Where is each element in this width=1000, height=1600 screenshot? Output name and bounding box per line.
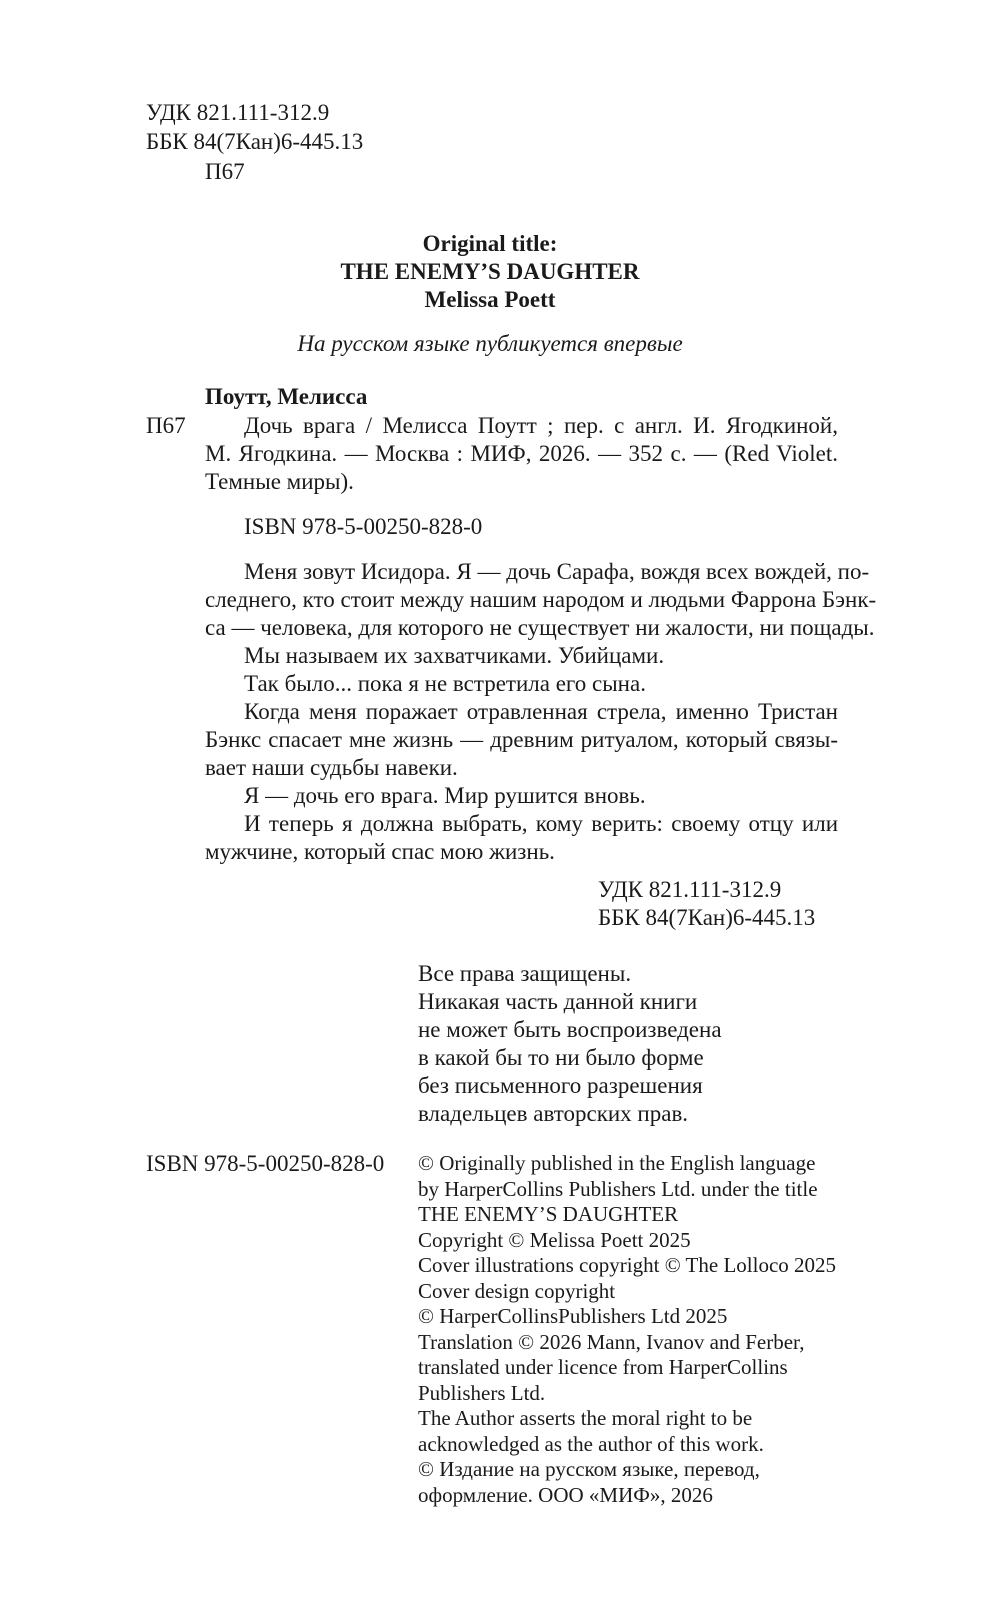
annotation-line: вает наши судьбы навеки. [205, 755, 458, 780]
original-author: Melissa Poett [424, 287, 556, 312]
copyright-line: Publishers Ltd. [418, 1380, 546, 1405]
copyright-line: Cover illustrations copyright © The Lolloco 2025 [418, 1253, 837, 1277]
rights-line: Все права защищены. [418, 961, 632, 986]
udk-code-right: УДК 821.111-312.9 [598, 877, 782, 902]
catalog-isbn: ISBN 978-5-00250-828-0 [244, 514, 483, 539]
copyright-block [418, 1151, 836, 1508]
copyright-line: Translation © 2026 Mann, Ivanov and Ferber, [418, 1329, 805, 1354]
copyright-line: Copyright © Melissa Poett 2025 [418, 1227, 691, 1252]
annotation-line: Мы называем их захватчиками. Убийцами. [244, 643, 665, 668]
catalog-line-2: М. Ягодкина. — Москва : МИФ, 2026. — 352 с. — (Red Violet. [205, 441, 838, 466]
annotation-line: са — человека, для которого не существует ни жалости, ни пощады. [205, 615, 875, 640]
catalog-line-3: Темные миры). [205, 469, 354, 494]
catalog-heading: Поутт, Мелисса [205, 384, 368, 409]
copyright-line: by HarperCollins Publishers Ltd. under the title [418, 1176, 818, 1201]
copyright-line: translated under licence from HarperCollins [418, 1355, 788, 1379]
rights-notice [418, 960, 722, 1128]
catalog-line-1: Дочь врага / Мелисса Поутт ; пер. с англ. И. Ягодкиной, [244, 413, 838, 438]
rights-line: Никакая часть данной книги [418, 989, 698, 1014]
copyright-line: The Author asserts the moral right to be [418, 1406, 753, 1430]
udk-code: УДК 821.111-312.9 [146, 100, 330, 125]
annotation-line: Так было... пока я не встретила его сына. [244, 671, 646, 696]
original-title-label: Original title: [422, 231, 558, 256]
rights-line: без письменного разрешения [418, 1073, 703, 1098]
copyright-line: © Издание на русском языке, перевод, [418, 1457, 760, 1481]
bbk-code: ББК 84(7Кан)6-445.13 [146, 129, 364, 154]
bbk-code-right: ББК 84(7Кан)6-445.13 [598, 905, 816, 930]
rights-line: не может быть воспроизведена [418, 1017, 722, 1042]
annotation-line: Меня зовут Исидора. Я — дочь Сарафа, вождя всех вождей, по- [244, 559, 870, 584]
first-edition-note: На русском языке публикуется впервые [297, 331, 683, 356]
original-title: THE ENEMY’S DAUGHTER [340, 259, 640, 284]
annotation [205, 558, 877, 866]
annotation-line: мужчине, который спас мою жизнь. [205, 839, 555, 864]
annotation-line: Я — дочь его врага. Мир рушится вновь. [244, 783, 646, 808]
copyright-line: acknowledged as the author of this work. [418, 1431, 764, 1456]
catalog-mark: П67 [146, 413, 186, 438]
annotation-line: И теперь я должна выбрать, кому верить: своему отцу или [244, 811, 838, 836]
annotation-line: следнего, кто стоит между нашим народом и людьми Фаррона Бэнк- [205, 587, 877, 612]
author-mark: П67 [205, 159, 245, 184]
copyright-line: оформление. ООО «МИФ», 2026 [418, 1482, 713, 1507]
copyright-line: THE ENEMY’S DAUGHTER [418, 1202, 679, 1226]
isbn-bottom: ISBN 978-5-00250-828-0 [146, 1151, 385, 1176]
rights-line: владельцев авторских прав. [418, 1101, 689, 1126]
copyright-line: © HarperCollinsPublishers Ltd 2025 [418, 1304, 728, 1328]
copyright-line: © Originally published in the English language [418, 1151, 816, 1175]
annotation-line: Бэнкс спасает мне жизнь — древним ритуалом, который связы- [205, 727, 838, 752]
rights-line: в какой бы то ни было форме [418, 1045, 704, 1070]
copyright-line: Cover design copyright [418, 1278, 616, 1303]
annotation-line: Когда меня поражает отравленная стрела, именно Тристан [244, 699, 838, 724]
